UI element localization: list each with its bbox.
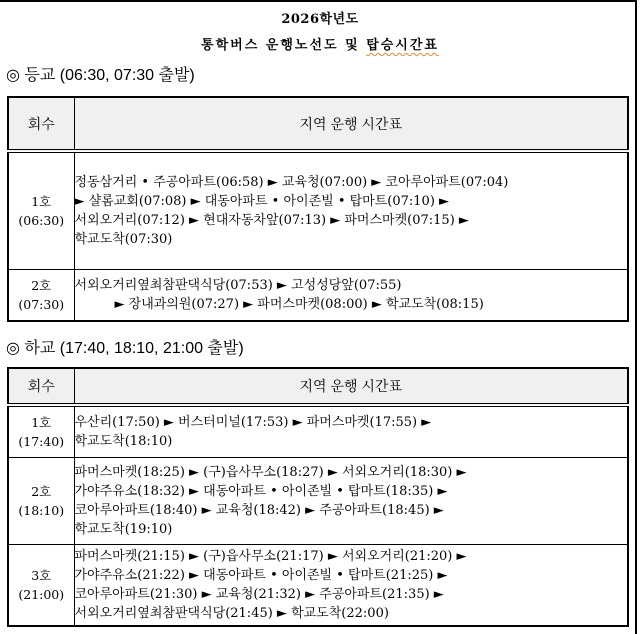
table-row bbox=[8, 457, 628, 544]
round-cell bbox=[8, 405, 74, 457]
document-year-title: 2026학년도 bbox=[281, 12, 359, 27]
round-time: (06:30) bbox=[18, 212, 65, 228]
header-round: 회수 bbox=[8, 368, 74, 405]
route-line: 우산리(17:50) ► 버스터미널(17:53) ► 파머스마켓(17:55) ► bbox=[74, 414, 432, 430]
table-row bbox=[8, 544, 628, 626]
round-cell bbox=[8, 457, 74, 544]
round-time: (21:00) bbox=[18, 586, 65, 602]
morning-section-heading: ◎ 등교 (06:30, 07:30 출발) bbox=[6, 67, 195, 84]
route-line: 학교도착(19:10) bbox=[74, 521, 173, 537]
route-line: 학교도착(18:10) bbox=[74, 433, 173, 449]
round-label: 2호 bbox=[31, 277, 52, 293]
round-label: 1호 bbox=[31, 193, 52, 209]
table-header-row bbox=[8, 368, 628, 405]
main-title-text: 통학버스 운행노선도 및 bbox=[201, 38, 367, 53]
route-line: 정동삼거리 • 주공아파트(06:58) ► 교육청(07:00) ► 코아루아파트(07:04) bbox=[74, 174, 509, 190]
document-main-title bbox=[0, 34, 640, 53]
route-line: 가야주유소(21:22) ► 대동아파트 • 아이존빌 • 탑마트(21:25) ► bbox=[74, 567, 448, 583]
round-time: (17:40) bbox=[18, 433, 65, 449]
evening-section-heading: ◎ 하교 (17:40, 18:10, 21:00 출발) bbox=[6, 340, 244, 357]
route-line: ► 장내과의원(07:27) ► 파머스마켓(08:00) ► 학교도착(08:15) bbox=[114, 296, 484, 312]
header-route: 지역 운행 시간표 bbox=[74, 97, 628, 151]
route-line: 서외오거리옆최참판댁식당(07:53) ► 고성성당앞(07:55) bbox=[74, 277, 402, 293]
route-line: 코아루아파트(18:40) ► 교육청(18:42) ► 주공아파트(18:45) ► bbox=[74, 502, 444, 518]
route-line: 파머스마켓(21:15) ► (구)읍사무소(21:17) ► 서외오거리(21:20) ► bbox=[74, 548, 467, 564]
round-time: (07:30) bbox=[18, 296, 65, 312]
route-line: 학교도착(07:30) bbox=[74, 231, 173, 247]
header-round: 회수 bbox=[8, 97, 74, 151]
table-row bbox=[8, 151, 628, 269]
route-line: 파머스마켓(18:25) ► (구)읍사무소(18:27) ► 서외오거리(18:30) ► bbox=[74, 464, 467, 480]
round-cell bbox=[8, 151, 74, 269]
route-line: 서외오거리(07:12) ► 현대자동차앞(07:13) ► 파머스마켓(07:15) ► bbox=[74, 212, 469, 228]
table-row bbox=[8, 269, 628, 321]
round-cell bbox=[8, 544, 74, 626]
round-cell bbox=[8, 269, 74, 321]
morning-timetable bbox=[7, 96, 629, 322]
route-line: 코아루아파트(21:30) ► 교육청(21:32) ► 주공아파트(21:35) ► bbox=[74, 586, 444, 602]
table-header-row bbox=[8, 97, 628, 151]
round-label: 3호 bbox=[31, 567, 52, 583]
route-line: 서외오거리옆최참판댁식당(21:45) ► 학교도착(22:00) bbox=[74, 605, 389, 621]
evening-timetable bbox=[7, 367, 629, 627]
table-row bbox=[8, 405, 628, 457]
route-line: ► 샬롬교회(07:08) ► 대동아파트 • 아이존빌 • 탑마트(07:10) ► bbox=[74, 193, 450, 209]
route-cell bbox=[74, 151, 628, 269]
round-label: 2호 bbox=[31, 483, 52, 499]
route-cell bbox=[74, 544, 628, 626]
main-title-underlined-text: 탑승시간표 bbox=[366, 38, 439, 53]
header-route: 지역 운행 시간표 bbox=[74, 368, 628, 405]
route-line: 가야주유소(18:32) ► 대동아파트 • 아이존빌 • 탑마트(18:35) ► bbox=[74, 483, 448, 499]
round-label: 1호 bbox=[31, 414, 52, 430]
round-time: (18:10) bbox=[18, 502, 65, 518]
route-cell bbox=[74, 269, 628, 321]
route-cell bbox=[74, 457, 628, 544]
route-cell bbox=[74, 405, 628, 457]
